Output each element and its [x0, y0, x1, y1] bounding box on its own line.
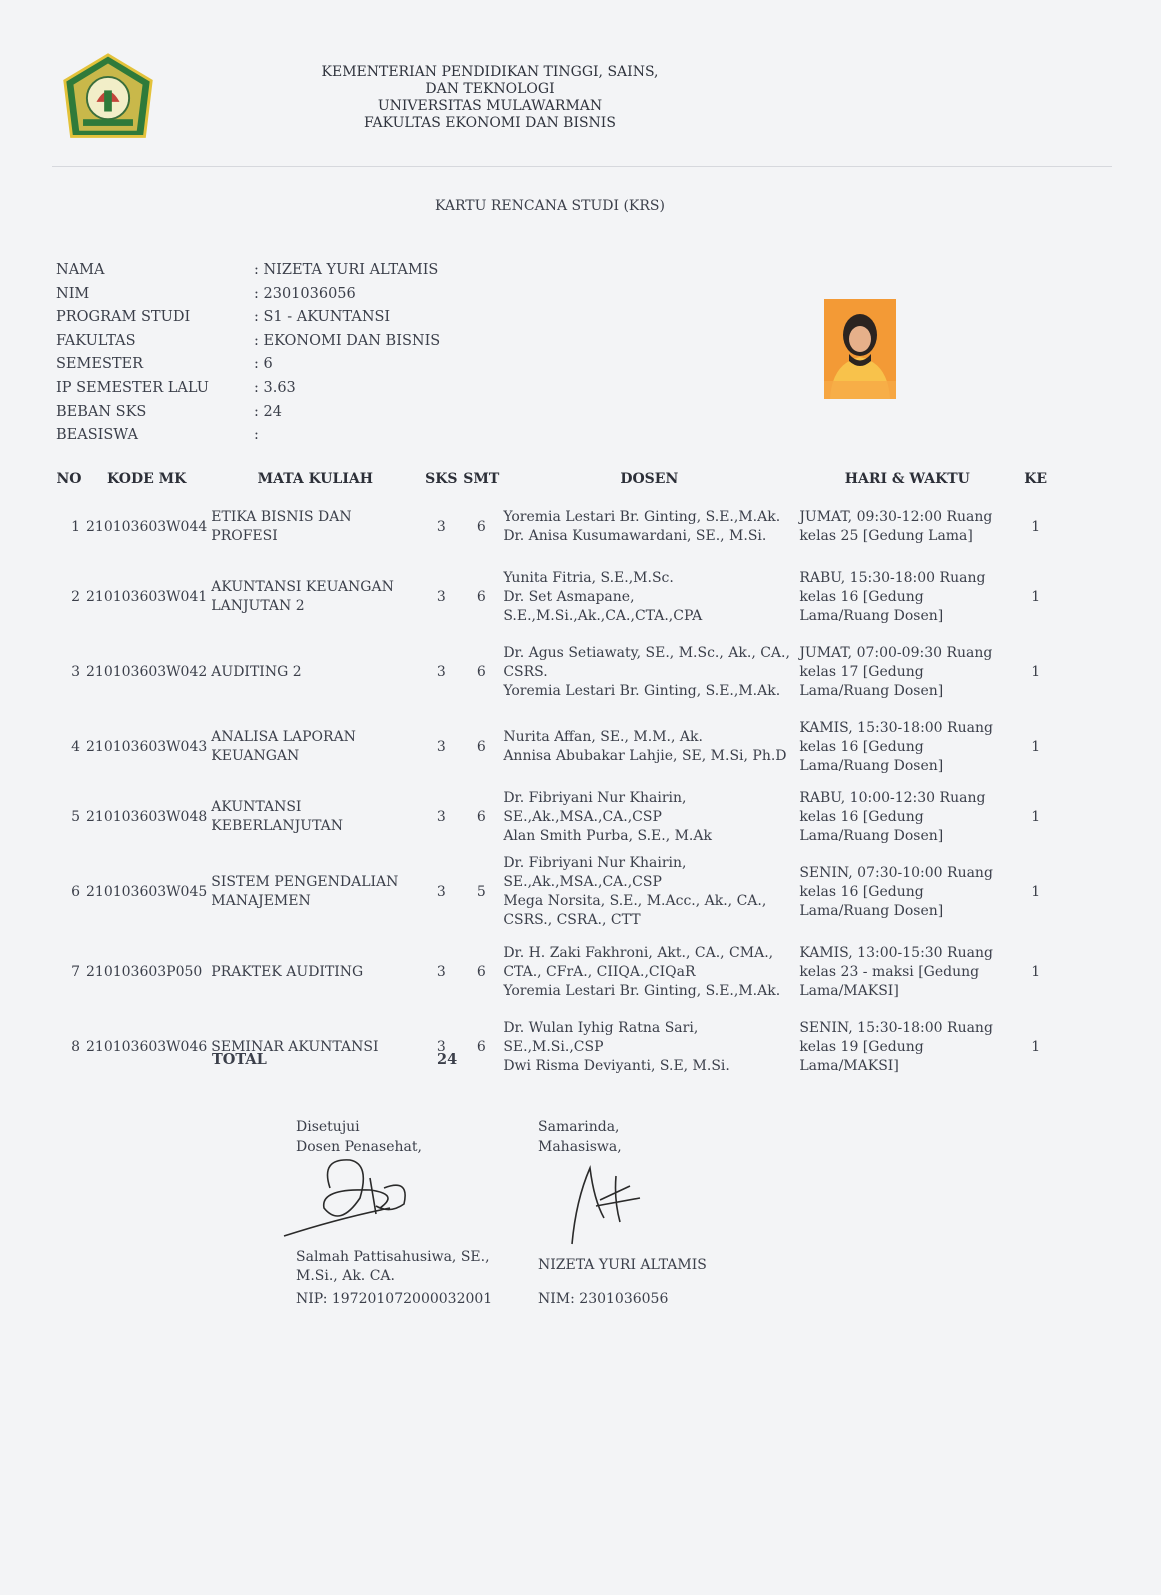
- cell-smt: 6: [476, 808, 486, 825]
- cell-ke: 1: [1031, 1038, 1041, 1055]
- cell-kode: 210103603P050: [86, 963, 203, 980]
- cell-ke: 1: [1031, 963, 1041, 980]
- student-photo: [824, 299, 896, 399]
- cell-no: 2: [71, 588, 80, 605]
- cell-sks: 3: [436, 738, 446, 755]
- cell-dosen: Yunita Fitria, S.E.,M.Sc. Dr. Set Asmapane, S.E.,M.Si.,Ak.,CA.,CTA.,CPA: [503, 569, 703, 624]
- info-value: :: [254, 427, 259, 444]
- table-row: [54, 852, 1054, 932]
- cell-no: 8: [71, 1038, 80, 1055]
- info-value: : 24: [254, 403, 282, 420]
- cell-kode: 210103603W044: [86, 518, 208, 535]
- header-divider: [52, 166, 1112, 167]
- cell-kode: 210103603W046: [86, 1038, 208, 1055]
- cell-ke: 1: [1031, 518, 1041, 535]
- info-value: : S1 - AKUNTANSI: [254, 309, 391, 326]
- cell-no: 6: [71, 883, 80, 900]
- info-row-ip-semester: [56, 377, 440, 401]
- student-nim: NIM: 2301036056: [538, 1291, 669, 1307]
- cell-hari-waktu: RABU, 15:30-18:00 Ruang kelas 16 [Gedung Lama/Ruang Dosen]: [799, 569, 986, 624]
- student-info: [56, 259, 440, 448]
- cell-hari-waktu: JUMAT, 07:00-09:30 Ruang kelas 17 [Gedung Lama/Ruang Dosen]: [799, 644, 993, 699]
- info-label: FAKULTAS: [56, 332, 136, 349]
- cell-mata-kuliah: SISTEM PENGENDALIAN MANAJEMEN: [211, 874, 399, 909]
- cell-hari-waktu: KAMIS, 15:30-18:00 Ruang kelas 16 [Gedung Lama/Ruang Dosen]: [799, 719, 993, 774]
- cell-mata-kuliah: SEMINAR AKUNTANSI: [211, 1038, 379, 1055]
- advisor-role: Dosen Penasehat,: [296, 1139, 422, 1155]
- document-title: KARTU RENCANA STUDI (KRS): [435, 198, 665, 214]
- col-header-hari-waktu: HARI & WAKTU: [844, 471, 970, 487]
- cell-smt: 6: [476, 518, 486, 535]
- cell-kode: 210103603W048: [86, 808, 208, 825]
- header-university: UNIVERSITAS MULAWARMAN: [377, 98, 603, 114]
- info-row-program-studi: [56, 306, 440, 330]
- cell-kode: 210103603W042: [86, 663, 208, 680]
- info-row-nama: [56, 259, 440, 283]
- university-logo: [60, 52, 156, 148]
- cell-ke: 1: [1031, 588, 1041, 605]
- cell-no: 7: [71, 963, 80, 980]
- cell-hari-waktu: JUMAT, 09:30-12:00 Ruang kelas 25 [Gedung Lama]: [799, 509, 993, 544]
- info-value: : NIZETA YURI ALTAMIS: [254, 262, 439, 278]
- cell-sks: 3: [436, 808, 446, 825]
- table-row: [54, 1012, 1054, 1082]
- cell-mata-kuliah: AKUNTANSI KEBERLANJUTAN: [211, 799, 344, 834]
- cell-ke: 1: [1031, 738, 1041, 755]
- table-row: [54, 562, 1054, 632]
- cell-no: 4: [71, 738, 80, 755]
- cell-sks: 3: [436, 883, 446, 900]
- cell-mata-kuliah: ETIKA BISNIS DAN PROFESI: [211, 509, 352, 544]
- cell-sks: 3: [436, 518, 446, 535]
- cell-no: 5: [71, 808, 80, 825]
- cell-smt: 6: [476, 963, 486, 980]
- cell-mata-kuliah: AKUNTANSI KEUANGAN LANJUTAN 2: [211, 579, 394, 614]
- cell-mata-kuliah: AUDITING 2: [211, 663, 302, 680]
- header-ministry-cont: DAN TEKNOLOGI: [425, 81, 555, 97]
- cell-dosen: Nurita Affan, SE., M.M., Ak. Annisa Abubakar Lahjie, SE, M.Si, Ph.D: [503, 729, 787, 764]
- info-value: : EKONOMI DAN BISNIS: [254, 332, 441, 349]
- col-header-sks: SKS: [425, 471, 458, 487]
- student-role: Mahasiswa,: [538, 1139, 622, 1155]
- info-row-beasiswa: [56, 424, 440, 448]
- info-row-nim: [56, 283, 440, 307]
- info-label: NIM: [56, 285, 90, 302]
- col-header-no: NO: [56, 471, 82, 487]
- cell-ke: 1: [1031, 808, 1041, 825]
- advisor-name: Salmah Pattisahusiwa, SE., M.Si., Ak. CA.: [296, 1249, 490, 1284]
- student-name: NIZETA YURI ALTAMIS: [538, 1257, 707, 1273]
- table-header-row: [54, 466, 1054, 492]
- info-label: BEBAN SKS: [56, 403, 147, 420]
- header-faculty: FAKULTAS EKONOMI DAN BISNIS: [364, 115, 616, 131]
- cell-smt: 5: [476, 883, 486, 900]
- cell-no: 3: [71, 663, 80, 680]
- info-label: IP SEMESTER LALU: [56, 379, 209, 396]
- cell-hari-waktu: RABU, 10:00-12:30 Ruang kelas 16 [Gedung Lama/Ruang Dosen]: [799, 789, 986, 844]
- advisor-nip: NIP: 197201072000032001: [296, 1291, 493, 1307]
- cell-ke: 1: [1031, 883, 1041, 900]
- cell-dosen: Dr. Wulan Iyhig Ratna Sari, SE.,M.Si.,CSP Dwi Risma Deviyanti, S.E, M.Si.: [503, 1019, 730, 1074]
- course-table: [54, 466, 1054, 1082]
- total-sks: 24: [437, 1051, 458, 1068]
- header-ministry: KEMENTERIAN PENDIDIKAN TINGGI, SAINS,: [321, 64, 659, 80]
- info-row-semester: [56, 353, 440, 377]
- cell-smt: 6: [476, 1038, 486, 1055]
- col-header-kode: KODE MK: [106, 471, 187, 487]
- student-signature: [560, 1160, 650, 1250]
- table-row: [54, 932, 1054, 1012]
- info-label: SEMESTER: [56, 356, 144, 373]
- col-header-ke: KE: [1024, 471, 1048, 487]
- col-header-dosen: DOSEN: [620, 471, 679, 487]
- advisor-signature: [280, 1148, 440, 1244]
- cell-dosen: Dr. Fibriyani Nur Khairin, SE.,Ak.,MSA.,CA.,CSP Alan Smith Purba, S.E., M.Ak: [503, 789, 712, 844]
- col-header-smt: SMT: [463, 471, 500, 487]
- info-value: : 2301036056: [254, 285, 356, 302]
- info-label: NAMA: [56, 262, 105, 278]
- cell-mata-kuliah: ANALISA LAPORAN KEUANGAN: [211, 729, 356, 764]
- info-label: BEASISWA: [56, 427, 138, 444]
- cell-sks: 3: [436, 663, 446, 680]
- cell-sks: 3: [436, 588, 446, 605]
- cell-hari-waktu: SENIN, 07:30-10:00 Ruang kelas 16 [Gedung Lama/Ruang Dosen]: [799, 864, 993, 919]
- info-row-fakultas: [56, 330, 440, 354]
- cell-smt: 6: [476, 588, 486, 605]
- cell-smt: 6: [476, 663, 486, 680]
- student-sign-block: [538, 1117, 622, 1157]
- cell-ke: 1: [1031, 663, 1041, 680]
- info-value: : 3.63: [254, 379, 296, 396]
- cell-dosen: Dr. Fibriyani Nur Khairin, SE.,Ak.,MSA.,CA.,CSP Mega Norsita, S.E., M.Acc., Ak., CA., CSRS., CSRA., CTT: [503, 855, 767, 928]
- info-row-beban-sks: [56, 401, 440, 425]
- cell-no: 1: [71, 518, 80, 535]
- cell-sks: 3: [436, 1038, 446, 1055]
- total-label: TOTAL: [212, 1051, 267, 1068]
- cell-kode: 210103603W045: [86, 883, 208, 900]
- table-row: [54, 782, 1054, 852]
- info-value: : 6: [254, 356, 273, 373]
- cell-dosen: Yoremia Lestari Br. Ginting, S.E.,M.Ak. Dr. Anisa Kusumawardani, SE., M.Si.: [503, 509, 781, 544]
- table-row: [54, 632, 1054, 712]
- cell-dosen: Dr. H. Zaki Fakhroni, Akt., CA., CMA., CTA., CFrA., CIIQA.,CIQaR Yoremia Lestari Br. Ginting, S.E.,M.Ak.: [503, 944, 781, 999]
- sign-place: Samarinda,: [538, 1119, 620, 1135]
- table-row: [54, 492, 1054, 562]
- cell-smt: 6: [476, 738, 486, 755]
- info-label: PROGRAM STUDI: [56, 309, 191, 326]
- table-row: [54, 712, 1054, 782]
- approval-text: Disetujui: [296, 1119, 360, 1135]
- cell-sks: 3: [436, 963, 446, 980]
- cell-hari-waktu: SENIN, 15:30-18:00 Ruang kelas 19 [Gedung Lama/MAKSI]: [799, 1019, 993, 1074]
- col-header-mata-kuliah: MATA KULIAH: [257, 471, 373, 487]
- cell-dosen: Dr. Agus Setiawaty, SE., M.Sc., Ak., CA., CSRS. Yoremia Lestari Br. Ginting, S.E.,M.Ak.: [503, 644, 790, 699]
- cell-hari-waktu: KAMIS, 13:00-15:30 Ruang kelas 23 - maksi [Gedung Lama/MAKSI]: [799, 944, 993, 999]
- cell-mata-kuliah: PRAKTEK AUDITING: [211, 963, 364, 980]
- cell-kode: 210103603W041: [86, 588, 208, 605]
- cell-kode: 210103603W043: [86, 738, 208, 755]
- document-header: [300, 64, 680, 132]
